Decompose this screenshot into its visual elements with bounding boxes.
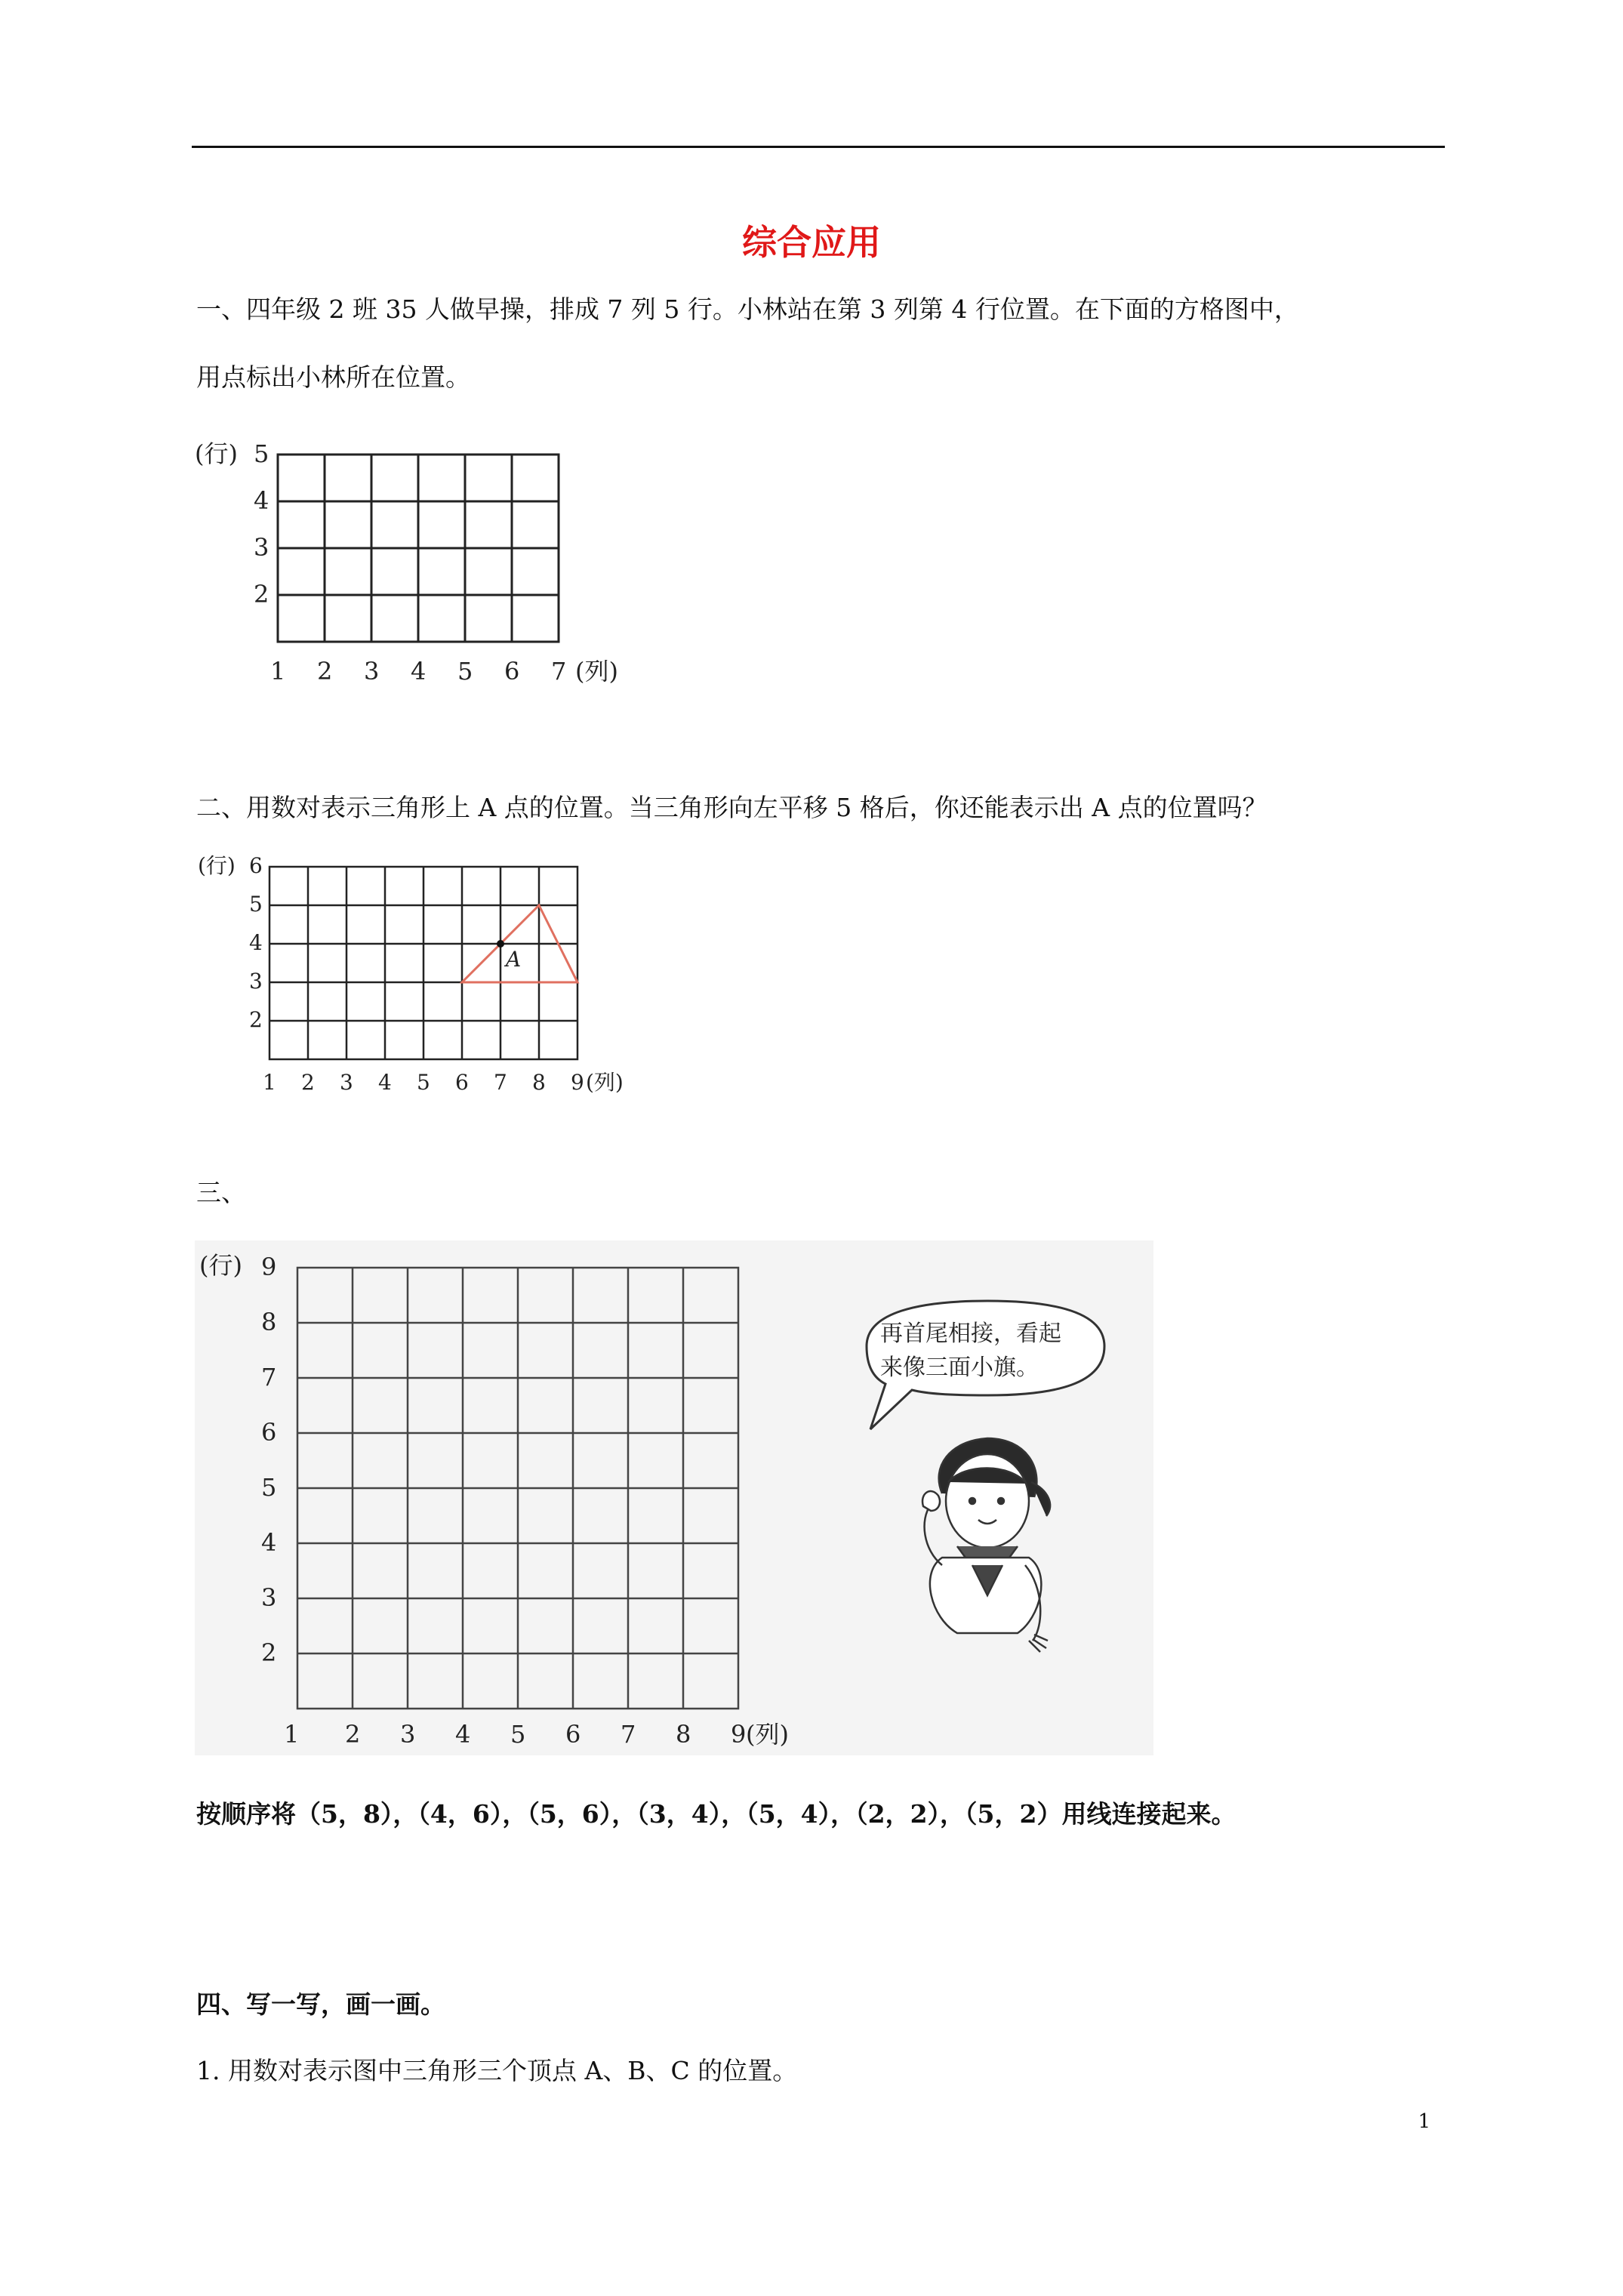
q1-x-tick: 4 bbox=[411, 657, 427, 686]
q3-x-tick: 7 bbox=[621, 1720, 636, 1749]
q1-x-tick: 7 bbox=[551, 657, 567, 686]
q3-instruction: 按顺序将（5，8），（4，6），（5，6），（3，4），（5，4），（2，2），（5，2）用线连接起来。 bbox=[196, 1799, 1236, 1829]
q2-x-tick: 2 bbox=[301, 1070, 315, 1095]
q3-y-tick: 5 bbox=[261, 1473, 277, 1502]
q2-x-tick: 7 bbox=[494, 1070, 507, 1095]
q4-heading: 四、写一写，画一画。 bbox=[196, 1989, 445, 2019]
q2-y-tick: 3 bbox=[249, 969, 263, 994]
q3-figure bbox=[195, 1240, 1153, 1755]
q1-text-line2: 用点标出小林所在位置。 bbox=[196, 362, 470, 392]
q1-x-tick: 2 bbox=[317, 657, 333, 686]
q3-y-tick: 9 bbox=[261, 1253, 277, 1281]
q1-col-label: (列) bbox=[575, 657, 618, 686]
q1-y-tick: 5 bbox=[254, 439, 269, 468]
q3-x-tick: 4 bbox=[455, 1720, 471, 1749]
q3-x-tick: 8 bbox=[676, 1720, 691, 1749]
q2-x-tick: 5 bbox=[417, 1070, 430, 1095]
q3-x-tick: 1 bbox=[284, 1720, 300, 1749]
q3-heading: 三、 bbox=[196, 1178, 246, 1207]
q2-x-tick: 8 bbox=[532, 1070, 546, 1095]
q2-x-tick: 1 bbox=[263, 1070, 276, 1095]
q1-y-tick: 2 bbox=[254, 580, 269, 609]
q1-x-tick: 5 bbox=[457, 657, 473, 686]
q4-item1: 1. 用数对表示图中三角形三个顶点 A、B、C 的位置。 bbox=[196, 2056, 798, 2085]
q1-y-tick: 3 bbox=[254, 533, 269, 562]
q3-x-tick: 2 bbox=[345, 1720, 361, 1749]
q1-y-tick: 4 bbox=[254, 486, 269, 515]
q1-x-tick: 1 bbox=[270, 657, 286, 686]
q2-y-tick: 4 bbox=[249, 930, 263, 955]
q2-x-tick: 3 bbox=[340, 1070, 353, 1095]
q3-x-tick: 3 bbox=[400, 1720, 416, 1749]
q2-y-tick: 5 bbox=[249, 892, 263, 917]
q2-x-tick: 6 bbox=[455, 1070, 469, 1095]
q3-x-tick: 5 bbox=[510, 1720, 526, 1749]
q3-row-label: (行) bbox=[199, 1251, 242, 1280]
header-rule bbox=[192, 146, 1445, 148]
q2-y-tick: 6 bbox=[249, 853, 263, 878]
q2-point-a bbox=[497, 940, 504, 948]
speech-bubble-line1: 再首尾相接，看起 bbox=[880, 1321, 1061, 1347]
q1-grid-lines bbox=[278, 455, 559, 642]
q2-text: 二、用数对表示三角形上 A 点的位置。当三角形向左平移 5 格后，你还能表示出 A 点的位置吗？ bbox=[196, 793, 1267, 822]
q1-x-tick: 3 bbox=[364, 657, 380, 686]
q1-x-tick: 6 bbox=[504, 657, 520, 686]
q3-y-tick: 3 bbox=[261, 1583, 277, 1612]
speech-bubble bbox=[867, 1301, 1104, 1429]
q2-x-tick: 9 bbox=[571, 1070, 584, 1095]
speech-bubble-line2: 来像三面小旗。 bbox=[880, 1354, 1039, 1381]
q2-row-label: (行) bbox=[198, 853, 236, 878]
q1-text-line1: 一、四年级 2 班 35 人做早操，排成 7 列 5 行。小林站在第 3 列第 4 行位置。在下面的方格图中， bbox=[196, 294, 1299, 324]
q2-x-tick: 4 bbox=[378, 1070, 392, 1095]
page-number: 1 bbox=[1418, 2110, 1431, 2133]
q3-y-tick: 4 bbox=[261, 1528, 277, 1557]
q2-y-tick: 2 bbox=[249, 1007, 263, 1032]
girl-illustration bbox=[922, 1438, 1050, 1652]
q3-y-tick: 6 bbox=[261, 1418, 277, 1447]
q3-grid-lines bbox=[297, 1268, 738, 1709]
q2-point-a-label: A bbox=[506, 947, 522, 972]
q1-grid-figure bbox=[189, 430, 657, 695]
q3-y-tick: 7 bbox=[261, 1363, 277, 1391]
q3-col-label: (列) bbox=[746, 1720, 789, 1749]
q2-col-label: (列) bbox=[586, 1070, 624, 1095]
page-title: 综合应用 bbox=[742, 222, 881, 263]
q3-y-tick: 2 bbox=[261, 1638, 277, 1667]
q3-x-tick: 9 bbox=[731, 1720, 747, 1749]
q2-grid-lines bbox=[269, 867, 577, 1059]
q3-y-tick: 8 bbox=[261, 1308, 277, 1336]
q1-row-label: (行) bbox=[195, 439, 238, 468]
q3-x-tick: 6 bbox=[565, 1720, 581, 1749]
q2-grid-figure bbox=[189, 846, 672, 1102]
